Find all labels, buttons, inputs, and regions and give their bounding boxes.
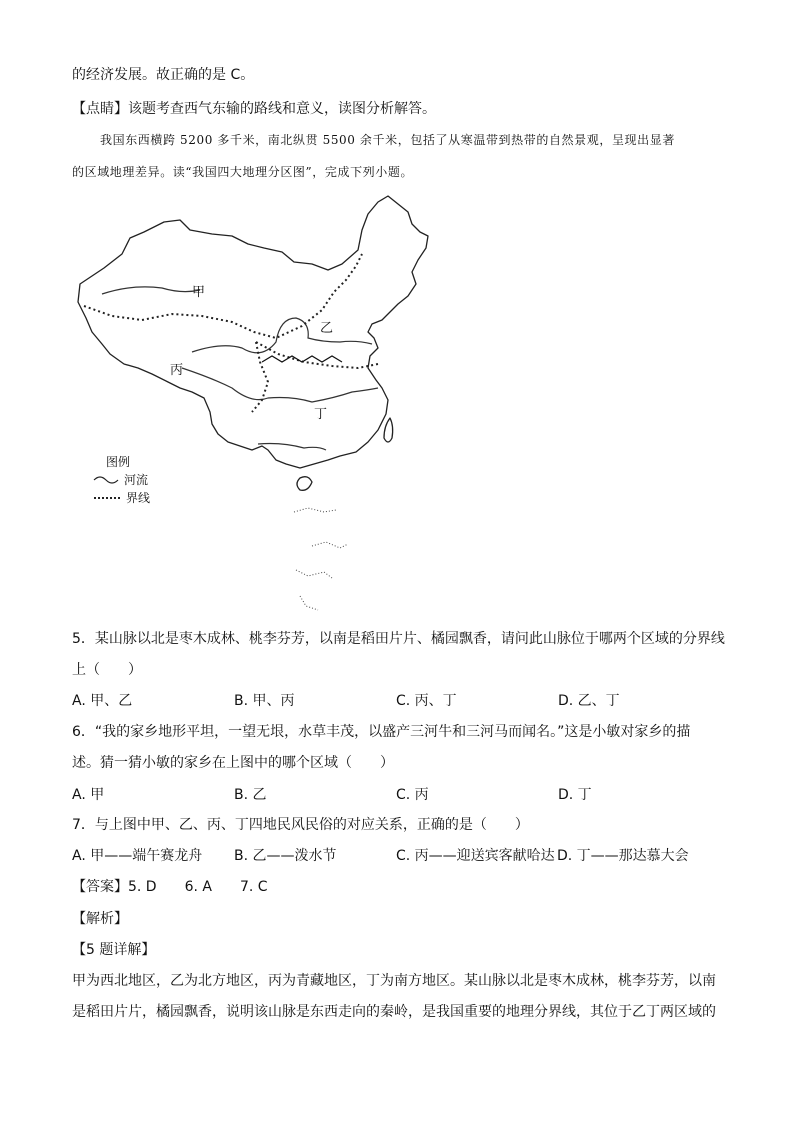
question-6-option-d[interactable]: D. 丁 bbox=[558, 787, 592, 803]
question-7-option-c[interactable]: C. 丙——迎送宾客献哈达 bbox=[396, 848, 555, 864]
yellow-river bbox=[192, 318, 372, 353]
intro-line-2: 的区域地理差异。读“我国四大地理分区图”，完成下列小题。 bbox=[72, 165, 414, 179]
question-6-stem-line-1: 6．“我的家乡地形平坦，一望无垠，水草丰茂，以盛产三河牛和三河马而闻名。”这是小敏对家乡的描 bbox=[72, 724, 691, 740]
map-legend bbox=[94, 454, 150, 505]
analysis-label: 【解析】 bbox=[72, 911, 128, 927]
boundary-qinling bbox=[256, 342, 378, 368]
question-6-option-c[interactable]: C. 丙 bbox=[396, 787, 429, 803]
china-regions-map bbox=[72, 192, 432, 617]
question-7-option-b[interactable]: B. 乙——泼水节 bbox=[234, 848, 337, 864]
intro-paragraph bbox=[72, 124, 732, 188]
line-1: 的经济发展。故正确的是 C。 bbox=[72, 67, 255, 83]
south-sea-islands bbox=[294, 508, 348, 610]
legend-river-label: 河流 bbox=[124, 473, 149, 487]
question-7-option-a[interactable]: A. 甲——端午赛龙舟 bbox=[72, 848, 203, 864]
region-label-yi: 乙 bbox=[320, 321, 334, 336]
answer-6: 6. A bbox=[184, 879, 212, 895]
analysis-line-2: 是稻田片片，橘园飘香，说明该山脉是东西走向的秦岭，是我国重要的地理分界线，其位于乙丁两区域的 bbox=[72, 1004, 716, 1020]
answer-label: 【答案】 bbox=[72, 879, 128, 895]
country-outline bbox=[78, 196, 428, 468]
question-5-option-b[interactable]: B. 甲、丙 bbox=[234, 693, 295, 709]
yangtze-river bbox=[182, 368, 378, 402]
tarim-river bbox=[102, 287, 200, 294]
question-5-option-a[interactable]: A. 甲、乙 bbox=[72, 693, 133, 709]
legend-title: 图例 bbox=[106, 455, 131, 469]
line-2: 【点睛】该题考查西气东输的路线和意义，读图分析解答。 bbox=[72, 101, 436, 117]
analysis-detail-label: 【5 题详解】 bbox=[72, 942, 156, 958]
region-label-jia: 甲 bbox=[192, 285, 206, 300]
question-6-option-a[interactable]: A. 甲 bbox=[72, 787, 105, 803]
region-label-ding: 丁 bbox=[314, 407, 328, 422]
intro-line-1: 我国东西横跨 5200 多千米，南北纵贯 5500 余千米，包括了从寒温带到热带的自然景观，呈现出显著 bbox=[100, 133, 675, 147]
question-6-stem-line-2: 述。猜一猜小敏的家乡在上图中的哪个区域（ ） bbox=[72, 755, 394, 771]
answer-7: 7. C bbox=[239, 879, 268, 895]
legend-boundary-label: 界线 bbox=[126, 491, 151, 505]
legend-river-symbol bbox=[94, 477, 118, 483]
hainan-island bbox=[297, 477, 312, 491]
question-7-stem: 7．与上图中甲、乙、丙、丁四地民风民俗的对应关系，正确的是（ ） bbox=[72, 817, 529, 833]
analysis-line-1: 甲为西北地区，乙为北方地区，丙为青藏地区，丁为南方地区。某山脉以北是枣木成林，桃李芬芳，以南 bbox=[72, 973, 716, 989]
question-5-option-c[interactable]: C. 丙、丁 bbox=[396, 693, 457, 709]
rivers bbox=[102, 287, 378, 450]
answer-line bbox=[72, 877, 268, 897]
question-5-stem-line-2: 上（ ） bbox=[72, 662, 142, 678]
answer-5: 5. D bbox=[128, 879, 157, 895]
question-6-option-b[interactable]: B. 乙 bbox=[234, 787, 267, 803]
question-7-option-d[interactable]: D. 丁——那达慕大会 bbox=[557, 848, 689, 864]
region-boundaries bbox=[84, 254, 378, 412]
pearl-river bbox=[258, 444, 326, 451]
question-5-option-d[interactable]: D. 乙、丁 bbox=[558, 693, 620, 709]
question-5-stem-line-1: 5．某山脉以北是枣木成林、桃李芬芳，以南是稻田片片、橘园飘香，请问此山脉位于哪两个区域的分界线 bbox=[72, 631, 725, 647]
taiwan-island bbox=[384, 418, 393, 442]
region-label-bing: 丙 bbox=[170, 363, 184, 378]
